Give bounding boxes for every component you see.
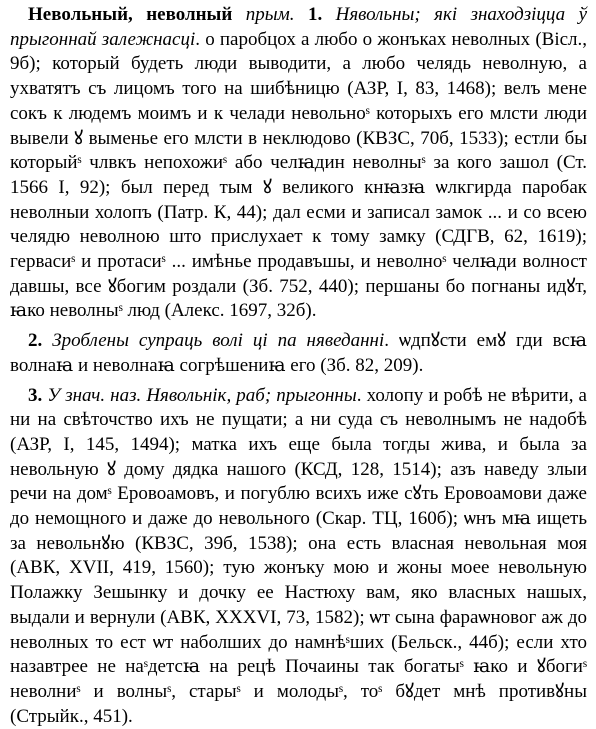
- headword: Невольный, неволный: [28, 4, 233, 25]
- part-of-speech: прым.: [245, 4, 295, 25]
- entry-sense-1: [10, 3, 587, 324]
- sense-number: 1.: [307, 4, 323, 25]
- sense-gloss: Зроблены супраць волі ці па няведанні: [52, 330, 385, 352]
- sense-citations: . о паробцох а любо о жонъках неволных (Вісл., 9б); который будеть люди выводити, а любо челядь неволную, а ухватятъ съ лицомъ того на шибѣницю (АЗР, І, 83, 1468); велъ мене сокъ к людемъ моимъ и к челади невольноˢ которыхъ его млсти люди вывели ꙋ выменье его млсти в неклюдово (КВЗС, 70б, 1533); естли бы которыйˢ члвкъ непохожиˢ або челꙗдин неволныˢ за кого зашол (Ст. 1566 І, 92); был перед тым ꙋ великого кнꙗзꙗ ѡлкгирда паробак неволныи холопъ (Патр. К, 44); дал есми и записал замок ... и со всею челядю неволною што прислухает к тому замку (СДГВ, 62, 1619); гервасиˢ и протасиˢ ... имѣнье продавъшы, и неволноˢ челꙗди волност давшы, все ꙋбогим роздали (Зб. 752, 440); першаны бо погнаны идꙋт, ꙗко неволныˢ люд (Алекс. 1697, 32б).: [10, 28, 588, 322]
- sense-number: 2.: [28, 330, 43, 352]
- sense-gloss: У знач. наз. Нявольнік, раб; прыгонны: [47, 384, 357, 406]
- sense-gloss: Нявольны; які знаходзіцца ў прыгоннай залежнасці: [10, 4, 587, 50]
- sense-citations: . ѡдпꙋсти емꙋ гди всꙗ волнаꙗ и неволнаꙗ согрѣшениꙗ его (Зб. 82, 209).: [10, 330, 588, 376]
- sense-number: 3.: [28, 384, 43, 406]
- entry-sense-3: [10, 384, 587, 729]
- entry-sense-2: [10, 329, 587, 378]
- sense-citations: . холопу и робѣ не вѣрити, а ни на свѣточство ихъ не пущати; а ни суда съ неволнымъ не надобѣ (АЗР, І, 145, 1494); матка ихъ еще была тогды жива, и была за невольную ꙋ дому дядка нашого (КСД, 128, 1514); азъ наведу злыи речи на домˢ Еровоамовъ, и погублю всихъ иже сꙋть Еровоамови даже до немощного и даже до невольного (Скар. ТЦ, 160б); ѡнъ мꙗ ищеть за невольнꙋю (КВЗС, 39б, 1538); она есть власная невольная моя (АВК, XVII, 419, 1560); тую жонъку мою и жоны моее невольную Полажку Зешынку и дочку ее Настюху вам, яко власных нашых, выдали и вернули (АВК, XXXVI, 73, 1582); ѡт сына фараѡновог аж до неволных то ест ѡт наболших до намнѣˢших (Бельск., 44б); если хто назавтрее не наˢдетсꙗ на рецѣ Почаины так богатыˢ ꙗко и ꙋбогиˢ неволниˢ и волныˢ, старыˢ и молодыˢ, тоˢ бꙋдет мнѣ противꙋны (Стрыйк., 451).: [10, 384, 587, 727]
